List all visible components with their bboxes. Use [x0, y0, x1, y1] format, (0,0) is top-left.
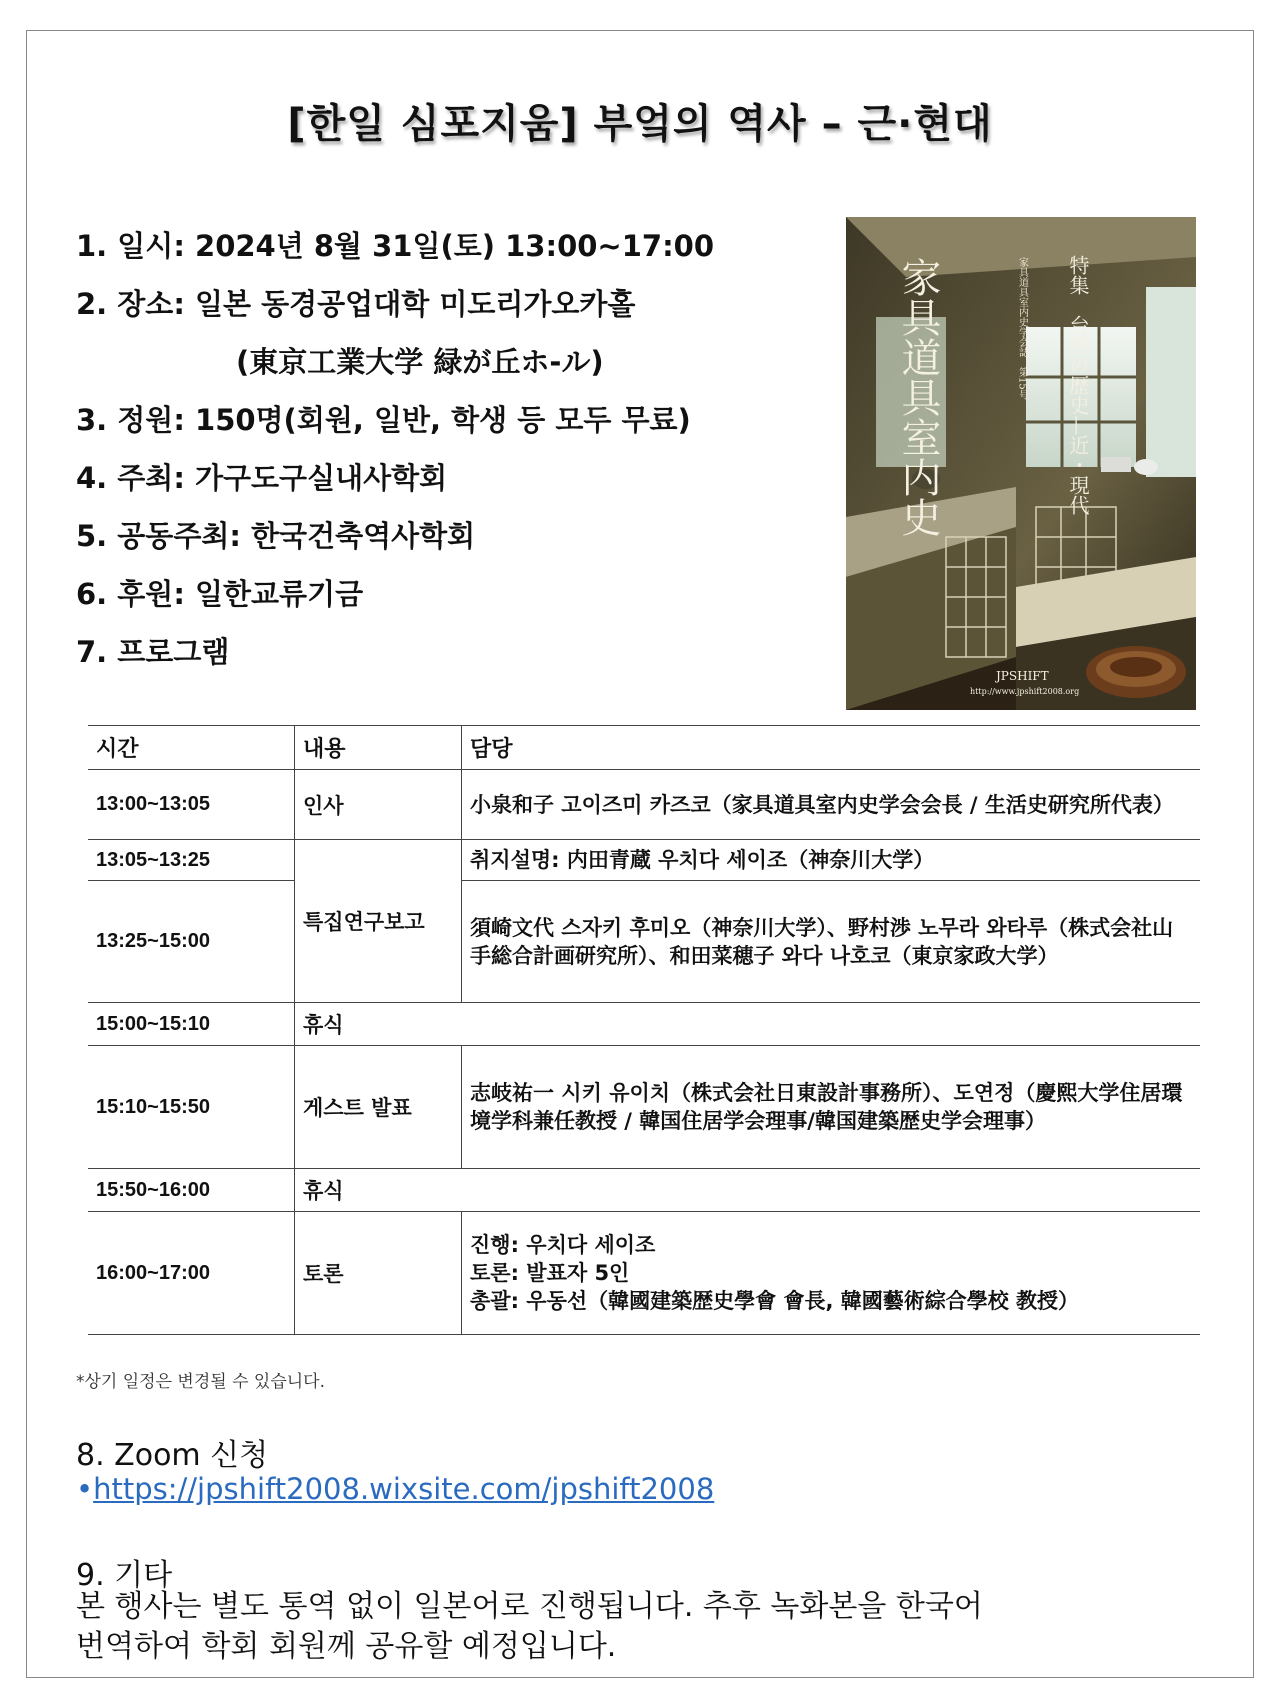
cover-publisher: JPSHIFT — [996, 669, 1049, 683]
table-row — [88, 840, 1200, 881]
zoom-heading: 8. Zoom 신청 — [76, 1438, 269, 1473]
row-time: 13:25~15:00 — [88, 881, 295, 1003]
cover-journal-issue: 家具道具室内史学会誌 第15号 — [1016, 257, 1028, 400]
table-row — [88, 881, 1200, 1003]
row-content: 휴식 — [295, 1003, 1201, 1046]
info-venue-japanese: (東京工業大学 緑が丘ホ-ル) — [236, 345, 604, 379]
row-person: 須崎文代 스자키 후미오（神奈川大学）、野村渉 노무라 와타루（株式会社山手総合計画研究所）、和田菜穂子 와다 나호코（東京家政大学） — [462, 881, 1201, 1003]
table-row — [88, 1003, 1200, 1046]
header-person: 담당 — [462, 726, 1201, 770]
journal-cover-image — [846, 217, 1196, 710]
info-program-heading: 7. 프로그램 — [76, 635, 230, 669]
cover-vertical-title: 家具道具室内史 — [895, 257, 941, 537]
info-capacity: 3. 정원: 150명(회원, 일반, 학생 등 모두 무료) — [76, 403, 691, 437]
table-row — [88, 1212, 1200, 1335]
etc-line: 본 행사는 별도 통역 없이 일본어로 진행됩니다. 추후 녹화본을 한국어 — [76, 1589, 983, 1624]
info-sponsor: 6. 후원: 일한교류기금 — [76, 577, 364, 611]
table-row — [88, 1046, 1200, 1169]
program-table — [88, 725, 1200, 1335]
info-venue: 2. 장소: 일본 동경공업대학 미도리가오카홀 — [76, 287, 636, 321]
event-info — [76, 222, 714, 686]
bullet: • — [76, 1472, 94, 1506]
row-time: 13:00~13:05 — [88, 770, 295, 840]
etc-line: 번역하여 학회 회원께 공유할 예정입니다. — [76, 1629, 617, 1664]
row-time: 15:00~15:10 — [88, 1003, 295, 1046]
header-content: 내용 — [295, 726, 462, 770]
row-time: 15:10~15:50 — [88, 1046, 295, 1169]
table-row — [88, 770, 1200, 840]
info-date: 1. 일시: 2024년 8월 31일(토) 13:00~17:00 — [76, 229, 715, 263]
info-co-organizer: 5. 공동주최: 한국건축역사학회 — [76, 519, 476, 553]
table-row — [88, 1169, 1200, 1212]
info-organizer: 4. 주최: 가구도구실내사학회 — [76, 461, 448, 495]
row-content: 게스트 발표 — [295, 1046, 462, 1169]
row-content: 휴식 — [295, 1169, 1201, 1212]
row-content: 인사 — [295, 770, 462, 840]
discussion-moderator: 진행: 우치다 세이조 — [470, 1233, 656, 1257]
zoom-link-line — [76, 1472, 714, 1506]
etc-heading: 9. 기타 — [76, 1558, 173, 1593]
page-title: [한일 심포지움] 부엌의 역사 – 근·현대 — [287, 101, 993, 147]
header-time: 시간 — [88, 726, 295, 770]
row-time: 15:50~16:00 — [88, 1169, 295, 1212]
row-person: 志岐祐一 시키 유이치（株式会社日東設計事務所）、도연정（慶熙大学住居環境学科兼任教授 / 韓国住居学会理事/韓国建築歴史学会理事） — [462, 1046, 1201, 1169]
row-person: 小泉和子 고이즈미 카즈코（家具道具室内史学会会長 / 生活史研究所代表） — [462, 770, 1201, 840]
discussion-panel: 토론: 발표자 5인 — [470, 1261, 630, 1285]
row-time: 13:05~13:25 — [88, 840, 295, 881]
schedule-change-note: *상기 일정은 변경될 수 있습니다. — [76, 1372, 326, 1392]
cover-url: http://www.jpshift2008.org — [970, 687, 1080, 696]
row-time: 16:00~17:00 — [88, 1212, 295, 1335]
row-content: 특집연구보고 — [295, 840, 462, 1003]
zoom-registration-link[interactable]: https://jpshift2008.wixsite.com/jpshift2008 — [93, 1472, 715, 1506]
row-person: 취지설명: 内田青蔵 우치다 세이조（神奈川大学） — [462, 840, 1201, 881]
row-person — [462, 1212, 1201, 1335]
row-content: 토론 — [295, 1212, 462, 1335]
table-header-row — [88, 726, 1200, 770]
cover-vertical-subtitle: 特集 台所の歴史—近・現代 — [1066, 255, 1090, 515]
etc-body — [76, 1587, 1196, 1667]
discussion-summary: 총괄: 우동선（韓國建築歴史學會 會長, 韓國藝術綜合學校 教授） — [470, 1289, 1080, 1313]
